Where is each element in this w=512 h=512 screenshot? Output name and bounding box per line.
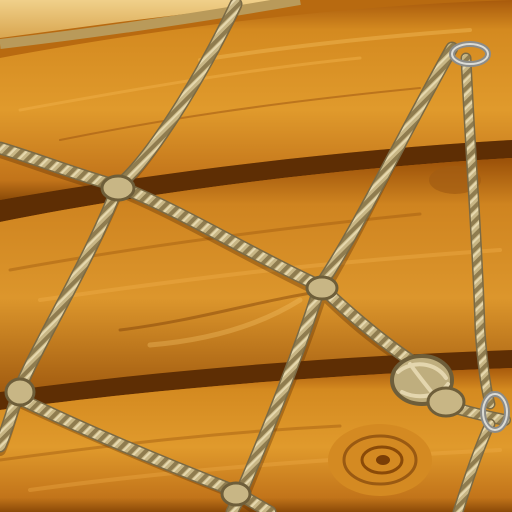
wood-knot [328,424,432,496]
knot-lower-left [6,379,34,405]
knot-bottom [222,483,250,505]
knot-center [307,277,337,299]
knot-upper-left [102,176,134,200]
